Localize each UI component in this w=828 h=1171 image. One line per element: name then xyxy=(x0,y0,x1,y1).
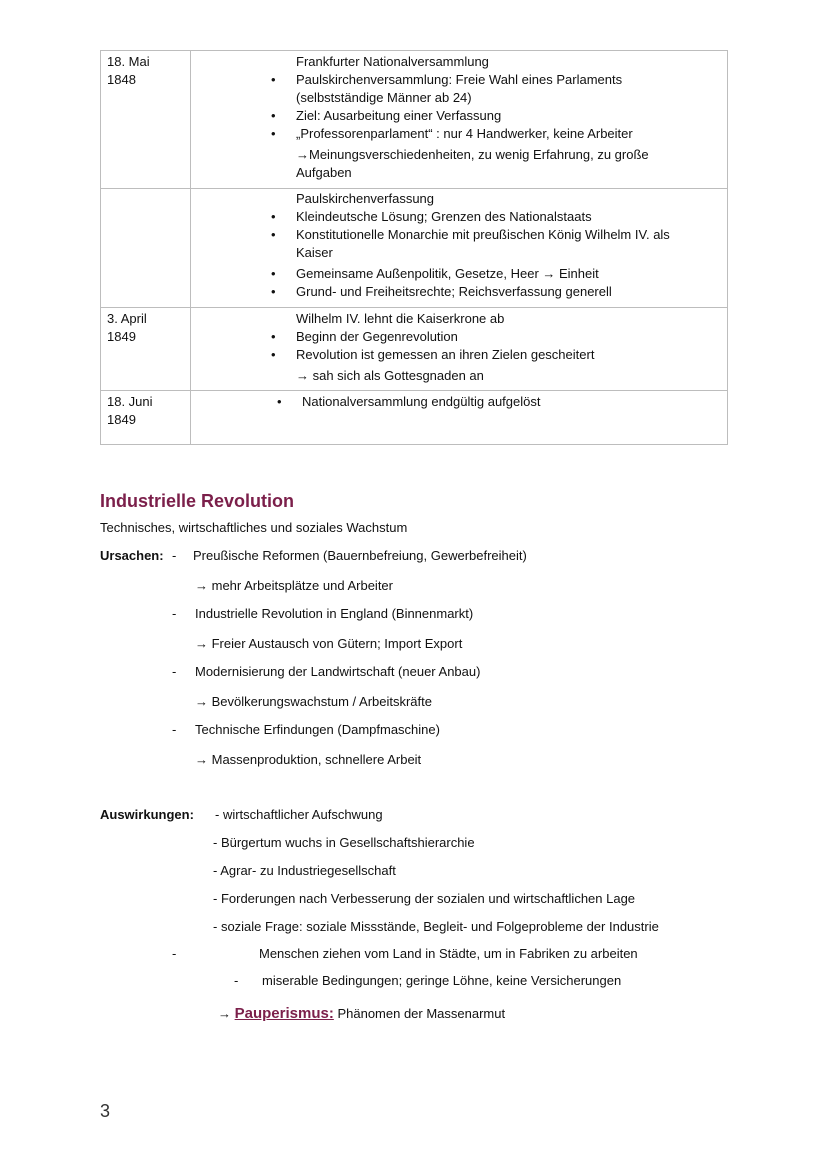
row-heading: Paulskirchenverfassung xyxy=(296,191,435,206)
bullet-icon: • xyxy=(271,347,276,362)
page-number: 3 xyxy=(100,1101,111,1121)
cause-effect: → Massenproduktion, schnellere Arbeit xyxy=(195,752,422,767)
row-line: Nationalversammlung endgültig aufgelöst xyxy=(302,394,541,409)
row-line: Beginn der Gegenrevolution xyxy=(296,329,458,344)
cause-item: Industrielle Revolution in England (Binnenmarkt) xyxy=(195,606,474,621)
effect-item: miserable Bedingungen; geringe Löhne, keine Versicherungen xyxy=(262,973,622,988)
section-subtitle: Technisches, wirtschaftliches und soziales Wachstum xyxy=(100,520,408,535)
row-line: Paulskirchenversammlung: Freie Wahl eines Parlaments xyxy=(296,72,623,87)
dash: - xyxy=(172,722,177,737)
dash: - xyxy=(172,548,177,563)
dash: - xyxy=(172,664,177,679)
dash: - xyxy=(172,606,177,621)
cause-effect: → Bevölkerungswachstum / Arbeitskräfte xyxy=(195,694,432,709)
row-line: Kleindeutsche Lösung; Grenzen des Nationalstaats xyxy=(296,209,592,224)
row-line: →Meinungsverschiedenheiten, zu wenig Erfahrung, zu große xyxy=(296,147,649,162)
dash: - xyxy=(234,973,239,988)
row-line: (selbstständige Männer ab 24) xyxy=(296,90,472,105)
row-line: Grund- und Freiheitsrechte; Reichsverfassung generell xyxy=(296,284,612,299)
row-line: Ziel: Ausarbeitung einer Verfassung xyxy=(296,108,502,123)
bullet-icon: • xyxy=(271,108,276,123)
row-date: 3. April xyxy=(107,311,147,326)
effect-item: - Agrar- zu Industriegesellschaft xyxy=(213,863,396,878)
pauperism-definition: Phänomen der Massenarmut xyxy=(337,1006,506,1021)
bullet-icon: • xyxy=(271,126,276,141)
row-line: → sah sich als Gottesgnaden an xyxy=(296,368,484,383)
pauperism-term: Pauperismus: xyxy=(234,1005,334,1022)
cause-item: Technische Erfindungen (Dampfmaschine) xyxy=(195,722,440,737)
row-line: Revolution ist gemessen an ihren Zielen gescheitert xyxy=(296,347,595,362)
row-date: 1848 xyxy=(107,72,136,87)
cause-effect: → Freier Austausch von Gütern; Import Export xyxy=(195,636,463,651)
bullet-icon: • xyxy=(271,284,276,299)
bullet-icon: • xyxy=(271,329,276,344)
effects-label: Auswirkungen: xyxy=(100,807,194,822)
row-line: Aufgaben xyxy=(296,165,352,180)
bullet-icon: • xyxy=(271,72,276,87)
row-date: 1849 xyxy=(107,412,136,427)
effect-item: - Bürgertum wuchs in Gesellschaftshierarchie xyxy=(213,835,475,850)
cause-item: Modernisierung der Landwirtschaft (neuer Anbau) xyxy=(195,664,481,679)
effect-item: Menschen ziehen vom Land in Städte, um in Fabriken zu arbeiten xyxy=(259,946,638,961)
bullet-icon: • xyxy=(271,209,276,224)
bullet-icon: • xyxy=(277,394,282,409)
row-date: 1849 xyxy=(107,329,136,344)
cause-item: Preußische Reformen (Bauernbefreiung, Gewerbefreiheit) xyxy=(193,548,527,563)
row-line: Kaiser xyxy=(296,245,333,260)
arrow-icon: → xyxy=(218,1006,231,1021)
row-line: „Professorenparlament“ : nur 4 Handwerker, keine Arbeiter xyxy=(296,126,633,141)
row-heading: Wilhelm IV. lehnt die Kaiserkrone ab xyxy=(296,311,505,326)
row-date: 18. Juni xyxy=(107,394,153,409)
causes-label: Ursachen: xyxy=(100,548,164,563)
effect-item: - wirtschaftlicher Aufschwung xyxy=(215,807,383,822)
row-line: Gemeinsame Außenpolitik, Gesetze, Heer → Einheit xyxy=(296,266,599,281)
row-date: 18. Mai xyxy=(107,54,150,69)
dash: - xyxy=(172,946,177,961)
pauperism-line xyxy=(218,1004,505,1024)
effect-item: - Forderungen nach Verbesserung der sozialen und wirtschaftlichen Lage xyxy=(213,891,636,906)
section-title: Industrielle Revolution xyxy=(100,491,295,511)
bullet-icon: • xyxy=(271,227,276,242)
row-heading: Frankfurter Nationalversammlung xyxy=(296,54,489,69)
row-line: Konstitutionelle Monarchie mit preußischen König Wilhelm IV. als xyxy=(296,227,670,242)
bullet-icon: • xyxy=(271,266,276,281)
cause-effect: → mehr Arbeitsplätze und Arbeiter xyxy=(195,578,393,593)
effect-item: - soziale Frage: soziale Missstände, Begleit- und Folgeprobleme der Industrie xyxy=(213,919,659,934)
